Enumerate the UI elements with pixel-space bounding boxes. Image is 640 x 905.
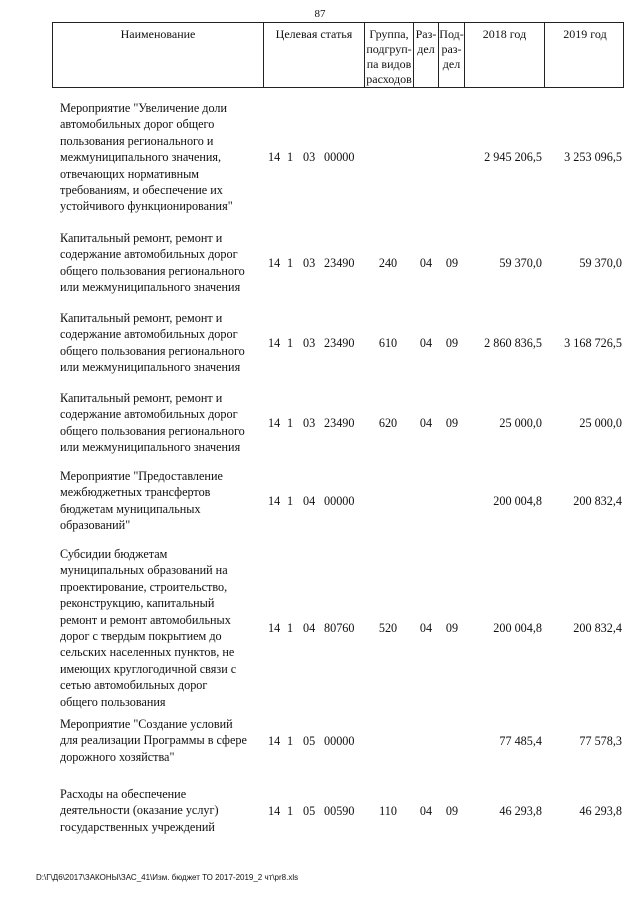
row-name-line: сетью автомобильных дорог: [60, 678, 208, 693]
row-name-line: или межмуниципального значения: [60, 440, 241, 455]
row-name-line: требованиям, и обеспечение их: [60, 183, 223, 198]
row-name: [60, 786, 266, 835]
code-program: 14: [268, 621, 281, 635]
table-row: [52, 390, 624, 456]
header-name: Наименование: [53, 23, 264, 87]
code-subprogram: 1: [287, 150, 294, 165]
table-row: [52, 100, 624, 215]
podrazdel-code: 09: [445, 803, 459, 818]
code-main-event: 04: [303, 621, 316, 635]
podrazdel-code: 09: [445, 335, 459, 350]
podrazdel-code: 09: [445, 255, 459, 270]
row-name-line: Капитальный ремонт, ремонт и: [60, 391, 223, 405]
table-row: [52, 546, 624, 710]
table-header: [52, 22, 624, 88]
code-main-event: 04: [303, 493, 316, 508]
code-program: 14: [268, 335, 281, 350]
row-name-line: пользования регионального и: [60, 133, 214, 148]
amount-2018: 25 000,0: [499, 415, 542, 430]
code-program: 14: [268, 733, 281, 748]
row-name-line: или межмуниципального значения: [60, 280, 241, 295]
table-row: [52, 310, 624, 376]
code-direction: 00590: [324, 803, 355, 818]
code-subprogram: 1: [287, 415, 294, 430]
podrazdel-code: 09: [445, 415, 459, 430]
razdel-code: 04: [419, 415, 433, 430]
code-main-event: 03: [303, 255, 316, 270]
row-name-line: Мероприятие "Создание условий: [60, 717, 233, 731]
table-row: [52, 468, 624, 534]
header-podrazdel: Под- раз- дел: [439, 23, 465, 87]
amount-2018: 46 293,8: [499, 803, 542, 818]
code-program: 14: [268, 493, 281, 508]
code-program: 14: [268, 255, 281, 270]
code-main-event: 03: [303, 150, 316, 165]
amount-2019: 3 253 096,5: [564, 150, 622, 165]
amount-2018: 200 004,8: [493, 621, 542, 635]
header-razdel: Раз- дел: [414, 23, 439, 87]
razdel-code: 04: [419, 255, 433, 270]
row-name: [60, 390, 266, 456]
code-subprogram: 1: [287, 803, 294, 818]
code-direction: 80760: [324, 621, 355, 635]
razdel-code: 04: [419, 803, 433, 818]
amount-2019: 200 832,4: [573, 621, 622, 635]
amount-2018: 200 004,8: [493, 493, 542, 508]
code-direction: 00000: [324, 493, 355, 508]
page-number: 87: [314, 8, 326, 20]
expense-group: 610: [378, 335, 398, 350]
row-name-line: общего пользования регионального: [60, 423, 245, 438]
row-name-line: содержание автомобильных дорог: [60, 247, 238, 262]
row-name-line: устойчивого функционирования": [60, 199, 233, 214]
row-name-line: Мероприятие "Предоставление: [60, 469, 223, 483]
code-program: 14: [268, 803, 281, 818]
razdel-code: 04: [419, 335, 433, 350]
row-name: [60, 100, 266, 215]
row-name-line: Расходы на обеспечение: [60, 787, 187, 801]
amount-2018: 2 945 206,5: [484, 150, 542, 165]
row-name-line: Капитальный ремонт, ремонт и: [60, 231, 223, 245]
amount-2019: 25 000,0: [579, 415, 622, 430]
amount-2019: 77 578,3: [579, 733, 622, 748]
row-name-line: ремонт и ремонт автомобильных: [60, 612, 231, 627]
header-year-2019: 2019 год: [563, 27, 607, 41]
row-name-line: сельских населенных пунктов, не: [60, 645, 235, 660]
table-row: [52, 786, 624, 835]
row-name-line: Капитальный ремонт, ремонт и: [60, 311, 223, 325]
code-subprogram: 1: [287, 335, 294, 350]
code-direction: 23490: [324, 415, 355, 430]
file-path-footer: D:\Г\Д6\2017\ЗАКОНЫ\ЗАС_41\Изм. бюджет ТО 2017-2019_2 чт\pr8.xls: [36, 873, 299, 882]
code-subprogram: 1: [287, 733, 294, 748]
row-name: [60, 546, 266, 710]
row-name: [60, 716, 266, 765]
row-name-line: имеющих круглогодичной связи с: [60, 661, 237, 676]
row-name-line: Мероприятие "Увеличение доли: [60, 101, 228, 115]
expense-group: 110: [379, 803, 397, 818]
expense-group: 240: [378, 255, 398, 270]
code-main-event: 05: [303, 733, 316, 748]
table-row: [52, 716, 624, 765]
amount-2019: 46 293,8: [579, 803, 622, 818]
code-direction: 23490: [324, 255, 355, 270]
code-direction: 23490: [324, 335, 355, 350]
code-subprogram: 1: [287, 493, 294, 508]
row-name-line: автомобильных дорог общего: [60, 117, 215, 132]
table-row: [52, 230, 624, 296]
row-name-line: деятельности (оказание услуг): [60, 803, 219, 818]
row-name-line: общего пользования регионального: [60, 343, 245, 358]
header-group: Группа, подгруп- па видов расходов: [365, 23, 414, 87]
expense-group: 620: [378, 415, 398, 430]
podrazdel-code: 09: [445, 621, 459, 635]
code-subprogram: 1: [287, 621, 294, 635]
row-name-line: общего пользования регионального: [60, 263, 245, 278]
row-name: [60, 468, 266, 534]
amount-2018: 77 485,4: [499, 733, 542, 748]
row-name-line: содержание автомобильных дорог: [60, 327, 238, 342]
row-name-line: межбюджетных трансфертов: [60, 485, 211, 500]
row-name-line: муниципальных образований на: [60, 563, 228, 578]
row-name-line: содержание автомобильных дорог: [60, 407, 238, 422]
amount-2019: 3 168 726,5: [564, 335, 622, 350]
row-name-line: реконструкцию, капитальный: [60, 596, 215, 611]
row-name-line: или межмуниципального значения: [60, 360, 241, 375]
row-name-line: общего пользования: [60, 694, 166, 709]
code-direction: 00000: [324, 733, 355, 748]
row-name-line: дорожного хозяйства": [60, 749, 175, 764]
razdel-code: 04: [419, 621, 433, 635]
row-name-line: межмуниципального значения,: [60, 150, 222, 165]
code-program: 14: [268, 150, 281, 165]
code-main-event: 03: [303, 335, 316, 350]
expense-group: 520: [378, 621, 398, 635]
header-year-2018: 2018 год: [465, 23, 545, 87]
code-subprogram: 1: [287, 255, 294, 270]
row-name: [60, 310, 266, 376]
amount-2019: 200 832,4: [573, 493, 622, 508]
row-name-line: государственных учреждений: [60, 819, 215, 834]
row-name-line: для реализации Программы в сфере: [60, 733, 247, 748]
row-name-line: бюджетам муниципальных: [60, 501, 201, 516]
code-main-event: 03: [303, 415, 316, 430]
amount-2018: 2 860 836,5: [484, 335, 542, 350]
amount-2019: 59 370,0: [579, 255, 622, 270]
header-target-article: Целевая статья: [264, 23, 365, 87]
row-name-line: дорог с твердым покрытием до: [60, 629, 222, 644]
row-name-line: Субсидии бюджетам: [60, 547, 168, 561]
code-program: 14: [268, 415, 281, 430]
code-main-event: 05: [303, 803, 316, 818]
row-name-line: проектирование, строительство,: [60, 579, 228, 594]
amount-2018: 59 370,0: [499, 255, 542, 270]
row-name-line: отвечающих нормативным: [60, 166, 200, 181]
row-name-line: образований": [60, 518, 131, 533]
row-name: [60, 230, 266, 296]
code-direction: 00000: [324, 150, 355, 165]
